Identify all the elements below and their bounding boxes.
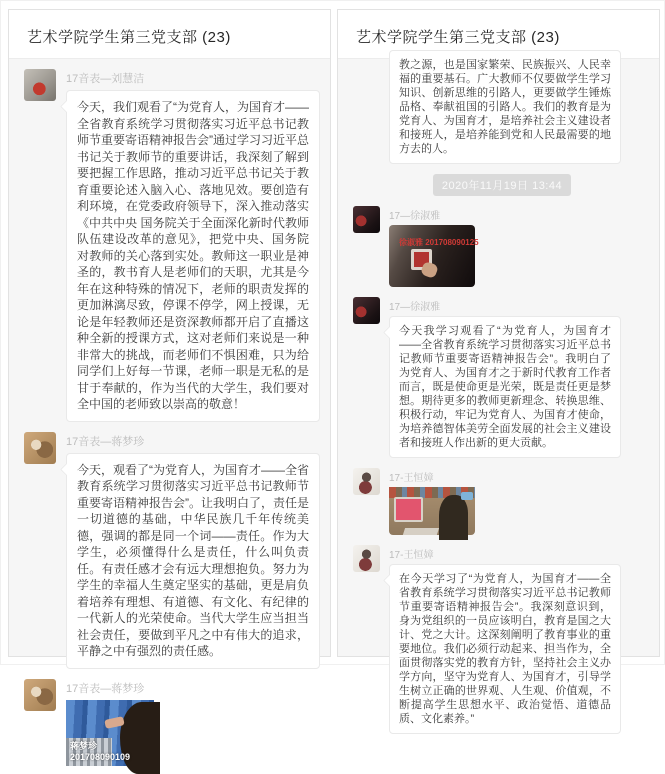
chat-message: [353, 206, 651, 287]
chat-message: [353, 545, 651, 734]
message-bubble[interactable]: 在今天学习了“为党育人，为国育才——全省教育系统学习贯彻落实习近平总书记教师节重要寄语精神报告会”。我深刻意识到，身为党组织的一员应该明白，教育是国之大计、党之大计。这深刻阐明了教育事业的重要地位。我们必须行动起来、担当作为，全面贯彻落实党的教育方针，坚持社会主义办学方向，坚守为党育人、为国育才，引导学生树立正确的世界观、人生观、价值观，不断提高学生思想水平、政治觉悟、道德品质、文化素养。”: [389, 564, 621, 734]
photo-thumbnail[interactable]: [389, 487, 475, 535]
chat-window-right: [337, 9, 660, 657]
photo-window-shape: [461, 492, 473, 501]
avatar-jiangmengzhen[interactable]: [24, 432, 56, 464]
photo-person-shape: [439, 495, 468, 541]
photo-person-shape: [120, 702, 160, 774]
group-title: 艺术学院学生第三党支部 (23): [338, 10, 659, 58]
chat-message: [24, 69, 322, 422]
message-bubble[interactable]: 今天，观看了“为党育人，为国育才——全省教育系统学习贯彻落实习近平总书记教师节重要寄语精神报告会”。让我明白了，责任是一切道德的基础，中华民族几千年传统美德，强调的都是同一个词——责任。作为大学生，必须懂得什么是责任，什么叫负责任。有责任感才会有远大理想抱负。努力为学生的幸福人生奠定坚实的基础，更是肩负着培养有理想、有道德、有文化、有纪律的一代新人的光荣使命。当代大学生应当担当社会责任，要做到平凡之中有伟大的追求，平静之中有强烈的责任感。: [66, 453, 320, 669]
group-title: 艺术学院学生第三党支部 (23): [9, 10, 330, 58]
sender-name: 17音表—蒋梦珍: [66, 433, 322, 449]
sender-name: 17—徐淑雅: [389, 207, 651, 222]
sender-name: 17音表—刘慧洁: [66, 70, 322, 86]
chat-message: [353, 297, 651, 458]
photo-hand-shape: [420, 261, 439, 279]
message-bubble[interactable]: 今天，我们观看了“为党育人，为国育才——全省教育系统学习贯彻落实习近平总书记教师节重要寄语精神报告会”通过学习习近平总书记关于教师节的重要讲话，我深刻了解到要把握工作思路，推动习近平总书记关于教育重要论述入脑入心、落地见效。要创造有利环境，在党委政府领导下，深入推动落实《中共中央 国务院关于全面深化新时代教师队伍建设改革的意见》，把党中央、国务院对教师的关心落到实处。教师这一职业是神圣的，教书育人是老师们的天职，尤其是今年在这种特殊的情况下，老师的职责发挥的更加淋漓尽致，停课不停学，网上授课，无论是年轻教师还是资深教师都开启了直播这种全新的授课方式，这对老师们来说是一种非常大的挑战，而老师们不惧困难，只为给同学们上好每一节课，老师一职是无私的是甘于奉献的，作为当代的大学生，我们要对全中国的老师致以崇高的敬意！: [66, 90, 320, 422]
chat-message-list[interactable]: [338, 58, 659, 656]
chat-message: [353, 468, 651, 535]
avatar-wanghengzhang[interactable]: [353, 468, 380, 495]
timestamp-badge: 2020年11月19日 13:44: [433, 174, 571, 196]
photo-thumbnail[interactable]: [389, 225, 475, 287]
avatar-jiangmengzhen[interactable]: [24, 679, 56, 711]
chat-message-partial: [353, 50, 651, 164]
photo-monitor-shape: [394, 497, 423, 522]
chat-message-list[interactable]: [9, 58, 330, 656]
sender-name: 17-王恒嫜: [389, 546, 651, 561]
avatar-xushuya[interactable]: [353, 297, 380, 324]
message-bubble[interactable]: 教之源，也是国家繁荣、民族振兴、人民幸福的重要基石。广大教师不仅要做学生学习知识、创新思维的引路人，更要做学生锤炼品格、奉献祖国的引路人。我们的教育是为党育人、为国育才，是培养社会主义建设者和接班人，是培养能到党和人民最需要的地方去的人。: [389, 50, 621, 164]
photo-keyboard-shape: [403, 528, 440, 535]
sender-name: 17音表—蒋梦珍: [66, 680, 322, 696]
timestamp-row: [353, 174, 651, 196]
photo-thumbnail[interactable]: [66, 700, 154, 766]
chat-message: [24, 432, 322, 669]
avatar-wanghengzhang[interactable]: [353, 545, 380, 572]
avatar-xushuya[interactable]: [353, 206, 380, 233]
sender-name: 17—徐淑雅: [389, 298, 651, 313]
photo-caption: 徐淑雅 201708090125: [399, 237, 479, 248]
photo-caption: 蒋梦珍 201708090109: [70, 741, 130, 763]
sender-name: 17-王恒嫜: [389, 469, 651, 484]
chat-window-left: [8, 9, 331, 657]
avatar-liuhuijie[interactable]: [24, 69, 56, 101]
chat-message: [24, 679, 322, 766]
message-bubble[interactable]: 今天我学习观看了“为党育人，为国育才——全省教育系统学习贯彻落实习近平总书记教师节重要寄语精神报告会”。我明白了为党育人、为国育才之于新时代教育工作者而言，既是使命更是光荣，既是责任更是梦想。期待更多的教师更新理念、转换思维、积极行动，牢记为党育人、为国育才使命，为培养德智体美劳全面发展的社会主义建设者和接班人作出新的更大贡献。: [389, 316, 621, 458]
